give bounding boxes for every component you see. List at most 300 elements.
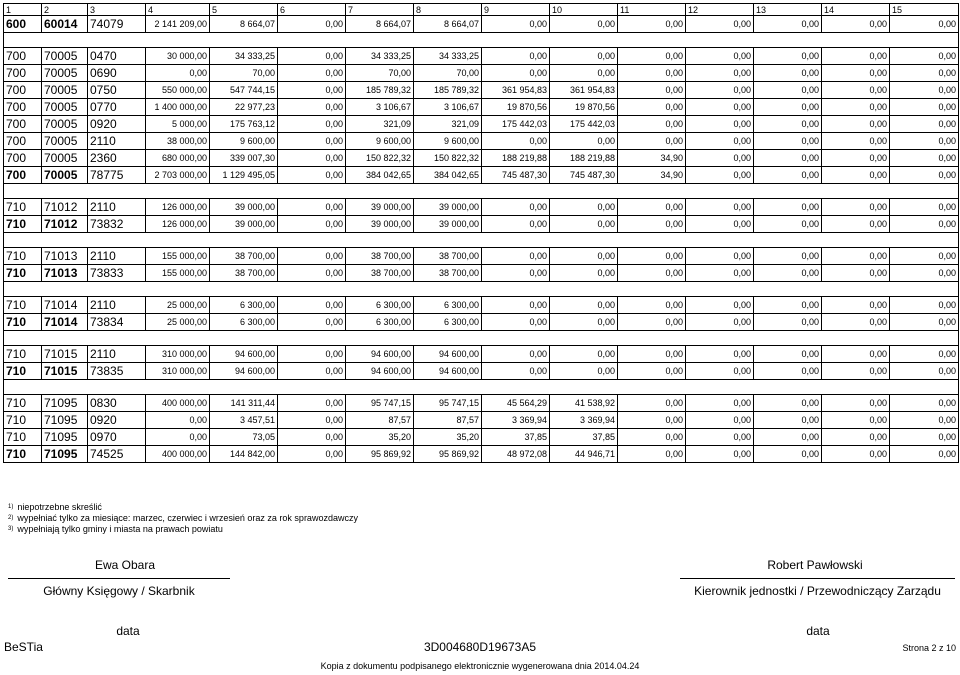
amount-cell: 0,00 xyxy=(686,133,754,150)
amount-cell: 0,00 xyxy=(278,395,346,412)
amount-cell: 0,00 xyxy=(890,248,959,265)
amount-cell: 0,00 xyxy=(550,314,618,331)
amount-cell: 70,00 xyxy=(346,65,414,82)
amount-cell: 87,57 xyxy=(346,412,414,429)
classification-cell: 700 xyxy=(4,82,42,99)
group-separator xyxy=(4,331,959,346)
amount-cell: 0,00 xyxy=(822,412,890,429)
amount-cell: 0,00 xyxy=(618,216,686,233)
amount-cell: 0,00 xyxy=(550,248,618,265)
table-row xyxy=(4,150,959,167)
classification-cell: 710 xyxy=(4,363,42,380)
amount-cell: 0,00 xyxy=(686,395,754,412)
amount-cell: 384 042,65 xyxy=(414,167,482,184)
table-row-total xyxy=(4,16,959,33)
separator-cell xyxy=(4,380,959,395)
amount-cell: 339 007,30 xyxy=(210,150,278,167)
column-number: 9 xyxy=(482,4,550,16)
classification-cell: 74079 xyxy=(88,16,146,33)
classification-cell: 78775 xyxy=(88,167,146,184)
amount-cell: 155 000,00 xyxy=(146,265,210,282)
table-row xyxy=(4,248,959,265)
amount-cell: 38 000,00 xyxy=(146,133,210,150)
amount-cell: 0,00 xyxy=(754,65,822,82)
classification-cell: 0770 xyxy=(88,99,146,116)
amount-cell: 34,90 xyxy=(618,150,686,167)
amount-cell: 185 789,32 xyxy=(346,82,414,99)
amount-cell: 25 000,00 xyxy=(146,297,210,314)
classification-cell: 71014 xyxy=(42,314,88,331)
amount-cell: 0,00 xyxy=(822,314,890,331)
amount-cell: 34 333,25 xyxy=(346,48,414,65)
column-number: 2 xyxy=(42,4,88,16)
amount-cell: 0,00 xyxy=(278,248,346,265)
column-number: 3 xyxy=(88,4,146,16)
amount-cell: 0,00 xyxy=(278,116,346,133)
group-separator xyxy=(4,233,959,248)
amount-cell: 6 300,00 xyxy=(346,297,414,314)
amount-cell: 0,00 xyxy=(754,297,822,314)
left-signatory-name: Ewa Obara xyxy=(94,558,156,572)
amount-cell: 6 300,00 xyxy=(346,314,414,331)
classification-cell: 2360 xyxy=(88,150,146,167)
column-number: 5 xyxy=(210,4,278,16)
amount-cell: 39 000,00 xyxy=(414,216,482,233)
amount-cell: 8 664,07 xyxy=(210,16,278,33)
classification-cell: 71015 xyxy=(42,363,88,380)
amount-cell: 0,00 xyxy=(278,363,346,380)
amount-cell: 94 600,00 xyxy=(346,363,414,380)
amount-cell: 30 000,00 xyxy=(146,48,210,65)
amount-cell: 95 747,15 xyxy=(346,395,414,412)
amount-cell: 6 300,00 xyxy=(210,314,278,331)
amount-cell: 0,00 xyxy=(686,216,754,233)
classification-cell: 73835 xyxy=(88,363,146,380)
amount-cell: 361 954,83 xyxy=(550,82,618,99)
separator-cell xyxy=(4,184,959,199)
classification-cell: 73833 xyxy=(88,265,146,282)
amount-cell: 0,00 xyxy=(146,65,210,82)
classification-cell: 700 xyxy=(4,150,42,167)
amount-cell: 0,00 xyxy=(482,216,550,233)
table-row-total xyxy=(4,363,959,380)
amount-cell: 0,00 xyxy=(890,16,959,33)
amount-cell: 0,00 xyxy=(618,16,686,33)
copy-note: Kopia z dokumentu podpisanego elektronicznie wygenerowana dnia 2014.04.24 xyxy=(320,661,640,671)
amount-cell: 0,00 xyxy=(686,65,754,82)
right-signatory-name: Robert Pawłowski xyxy=(767,558,863,572)
amount-cell: 0,00 xyxy=(754,446,822,463)
right-signature-line xyxy=(680,578,955,579)
classification-cell: 710 xyxy=(4,446,42,463)
amount-cell: 0,00 xyxy=(822,346,890,363)
amount-cell: 150 822,32 xyxy=(346,150,414,167)
classification-cell: 71015 xyxy=(42,346,88,363)
amount-cell: 0,00 xyxy=(754,99,822,116)
amount-cell: 0,00 xyxy=(550,199,618,216)
amount-cell: 94 600,00 xyxy=(210,346,278,363)
amount-cell: 0,00 xyxy=(754,16,822,33)
table-row-total xyxy=(4,446,959,463)
amount-cell: 87,57 xyxy=(414,412,482,429)
amount-cell: 0,00 xyxy=(618,248,686,265)
separator-cell xyxy=(4,33,959,48)
classification-cell: 70005 xyxy=(42,167,88,184)
table-row xyxy=(4,82,959,99)
amount-cell: 0,00 xyxy=(550,133,618,150)
amount-cell: 94 600,00 xyxy=(414,346,482,363)
amount-cell: 0,00 xyxy=(278,16,346,33)
amount-cell: 0,00 xyxy=(482,297,550,314)
amount-cell: 0,00 xyxy=(890,446,959,463)
amount-cell: 0,00 xyxy=(618,265,686,282)
amount-cell: 0,00 xyxy=(686,116,754,133)
amount-cell: 0,00 xyxy=(754,199,822,216)
column-number: 10 xyxy=(550,4,618,16)
amount-cell: 0,00 xyxy=(890,199,959,216)
document-code: 3D004680D19673A5 xyxy=(423,640,537,654)
amount-cell: 310 000,00 xyxy=(146,346,210,363)
amount-cell: 0,00 xyxy=(482,199,550,216)
table-row xyxy=(4,412,959,429)
amount-cell: 1 129 495,05 xyxy=(210,167,278,184)
classification-cell: 700 xyxy=(4,99,42,116)
amount-cell: 0,00 xyxy=(618,65,686,82)
amount-cell: 39 000,00 xyxy=(210,199,278,216)
amount-cell: 0,00 xyxy=(146,429,210,446)
amount-cell: 0,00 xyxy=(686,248,754,265)
classification-cell: 710 xyxy=(4,346,42,363)
amount-cell: 155 000,00 xyxy=(146,248,210,265)
classification-cell: 2110 xyxy=(88,346,146,363)
left-signature-line xyxy=(8,578,230,579)
amount-cell: 6 300,00 xyxy=(414,297,482,314)
amount-cell: 0,00 xyxy=(278,82,346,99)
footnotes xyxy=(8,502,358,535)
table-row xyxy=(4,99,959,116)
classification-cell: 710 xyxy=(4,265,42,282)
amount-cell: 0,00 xyxy=(482,363,550,380)
page-number: Strona 2 z 10 xyxy=(902,643,956,653)
amount-cell: 0,00 xyxy=(686,346,754,363)
amount-cell: 95 869,92 xyxy=(346,446,414,463)
amount-cell: 0,00 xyxy=(822,297,890,314)
classification-cell: 70005 xyxy=(42,65,88,82)
table-row xyxy=(4,429,959,446)
classification-cell: 710 xyxy=(4,314,42,331)
classification-cell: 0920 xyxy=(88,116,146,133)
amount-cell: 0,00 xyxy=(278,216,346,233)
classification-cell: 2110 xyxy=(88,199,146,216)
amount-cell: 0,00 xyxy=(482,65,550,82)
amount-cell: 0,00 xyxy=(890,346,959,363)
amount-cell: 0,00 xyxy=(754,346,822,363)
amount-cell: 0,00 xyxy=(686,314,754,331)
amount-cell: 0,00 xyxy=(278,446,346,463)
amount-cell: 0,00 xyxy=(890,133,959,150)
classification-cell: 2110 xyxy=(88,133,146,150)
amount-cell: 0,00 xyxy=(890,216,959,233)
column-number: 13 xyxy=(754,4,822,16)
amount-cell: 0,00 xyxy=(618,82,686,99)
amount-cell: 39 000,00 xyxy=(346,199,414,216)
amount-cell: 0,00 xyxy=(686,429,754,446)
table-row xyxy=(4,297,959,314)
amount-cell: 0,00 xyxy=(550,65,618,82)
amount-cell: 0,00 xyxy=(822,48,890,65)
amount-cell: 547 744,15 xyxy=(210,82,278,99)
amount-cell: 0,00 xyxy=(618,412,686,429)
amount-cell: 0,00 xyxy=(550,16,618,33)
amount-cell: 70,00 xyxy=(414,65,482,82)
column-number: 4 xyxy=(146,4,210,16)
amount-cell: 0,00 xyxy=(618,133,686,150)
amount-cell: 0,00 xyxy=(754,412,822,429)
amount-cell: 0,00 xyxy=(822,65,890,82)
amount-cell: 0,00 xyxy=(278,99,346,116)
table-row xyxy=(4,65,959,82)
classification-cell: 71013 xyxy=(42,265,88,282)
classification-cell: 71013 xyxy=(42,248,88,265)
classification-cell: 60014 xyxy=(42,16,88,33)
amount-cell: 37,85 xyxy=(550,429,618,446)
amount-cell: 25 000,00 xyxy=(146,314,210,331)
amount-cell: 1 400 000,00 xyxy=(146,99,210,116)
table-row xyxy=(4,346,959,363)
amount-cell: 0,00 xyxy=(686,16,754,33)
amount-cell: 144 842,00 xyxy=(210,446,278,463)
amount-cell: 94 600,00 xyxy=(414,363,482,380)
amount-cell: 0,00 xyxy=(686,297,754,314)
amount-cell: 0,00 xyxy=(278,346,346,363)
classification-cell: 710 xyxy=(4,412,42,429)
amount-cell: 95 747,15 xyxy=(414,395,482,412)
column-number: 11 xyxy=(618,4,686,16)
amount-cell: 0,00 xyxy=(754,216,822,233)
amount-cell: 361 954,83 xyxy=(482,82,550,99)
classification-cell: 710 xyxy=(4,395,42,412)
amount-cell: 0,00 xyxy=(686,199,754,216)
amount-cell: 0,00 xyxy=(278,429,346,446)
amount-cell: 0,00 xyxy=(550,48,618,65)
amount-cell: 680 000,00 xyxy=(146,150,210,167)
classification-cell: 700 xyxy=(4,133,42,150)
amount-cell: 0,00 xyxy=(890,429,959,446)
amount-cell: 126 000,00 xyxy=(146,216,210,233)
amount-cell: 0,00 xyxy=(278,412,346,429)
amount-cell: 400 000,00 xyxy=(146,395,210,412)
classification-cell: 70005 xyxy=(42,150,88,167)
classification-cell: 710 xyxy=(4,429,42,446)
amount-cell: 0,00 xyxy=(890,265,959,282)
amount-cell: 19 870,56 xyxy=(550,99,618,116)
amount-cell: 0,00 xyxy=(754,395,822,412)
amount-cell: 0,00 xyxy=(890,363,959,380)
amount-cell: 39 000,00 xyxy=(346,216,414,233)
amount-cell: 0,00 xyxy=(754,133,822,150)
classification-cell: 700 xyxy=(4,167,42,184)
amount-cell: 19 870,56 xyxy=(482,99,550,116)
amount-cell: 0,00 xyxy=(278,133,346,150)
table-row-total xyxy=(4,265,959,282)
amount-cell: 73,05 xyxy=(210,429,278,446)
amount-cell: 0,00 xyxy=(686,150,754,167)
column-number: 6 xyxy=(278,4,346,16)
amount-cell: 35,20 xyxy=(346,429,414,446)
classification-cell: 0470 xyxy=(88,48,146,65)
amount-cell: 0,00 xyxy=(822,16,890,33)
amount-cell: 0,00 xyxy=(618,99,686,116)
amount-cell: 0,00 xyxy=(822,363,890,380)
classification-cell: 700 xyxy=(4,48,42,65)
amount-cell: 0,00 xyxy=(482,16,550,33)
amount-cell: 34 333,25 xyxy=(414,48,482,65)
classification-cell: 73832 xyxy=(88,216,146,233)
group-separator xyxy=(4,33,959,48)
classification-cell: 2110 xyxy=(88,297,146,314)
amount-cell: 0,00 xyxy=(482,248,550,265)
amount-cell: 0,00 xyxy=(890,314,959,331)
amount-cell: 321,09 xyxy=(346,116,414,133)
amount-cell: 0,00 xyxy=(754,150,822,167)
amount-cell: 0,00 xyxy=(890,297,959,314)
classification-cell: 0750 xyxy=(88,82,146,99)
classification-cell: 600 xyxy=(4,16,42,33)
amount-cell: 3 106,67 xyxy=(414,99,482,116)
classification-cell: 70005 xyxy=(42,48,88,65)
amount-cell: 150 822,32 xyxy=(414,150,482,167)
amount-cell: 39 000,00 xyxy=(414,199,482,216)
amount-cell: 38 700,00 xyxy=(414,248,482,265)
amount-cell: 35,20 xyxy=(414,429,482,446)
group-separator xyxy=(4,282,959,297)
classification-cell: 70005 xyxy=(42,82,88,99)
amount-cell: 0,00 xyxy=(618,116,686,133)
amount-cell: 0,00 xyxy=(822,116,890,133)
amount-cell: 0,00 xyxy=(618,395,686,412)
amount-cell: 0,00 xyxy=(278,297,346,314)
amount-cell: 0,00 xyxy=(822,216,890,233)
amount-cell: 0,00 xyxy=(618,48,686,65)
classification-cell: 700 xyxy=(4,65,42,82)
classification-cell: 0920 xyxy=(88,412,146,429)
amount-cell: 45 564,29 xyxy=(482,395,550,412)
classification-cell: 71012 xyxy=(42,216,88,233)
app-name: BeSTia xyxy=(4,640,43,654)
amount-cell: 175 442,03 xyxy=(550,116,618,133)
table-row-total xyxy=(4,216,959,233)
amount-cell: 0,00 xyxy=(754,363,822,380)
amount-cell: 0,00 xyxy=(482,265,550,282)
amount-cell: 38 700,00 xyxy=(210,248,278,265)
amount-cell: 0,00 xyxy=(890,150,959,167)
amount-cell: 0,00 xyxy=(754,248,822,265)
classification-cell: 710 xyxy=(4,216,42,233)
table-row-total xyxy=(4,314,959,331)
amount-cell: 0,00 xyxy=(618,446,686,463)
amount-cell: 94 600,00 xyxy=(210,363,278,380)
amount-cell: 384 042,65 xyxy=(346,167,414,184)
column-number: 15 xyxy=(890,4,959,16)
amount-cell: 38 700,00 xyxy=(210,265,278,282)
amount-cell: 48 972,08 xyxy=(482,446,550,463)
amount-cell: 38 700,00 xyxy=(346,248,414,265)
classification-cell: 71095 xyxy=(42,429,88,446)
column-number: 7 xyxy=(346,4,414,16)
table-body xyxy=(4,4,959,463)
amount-cell: 0,00 xyxy=(822,167,890,184)
amount-cell: 0,00 xyxy=(822,150,890,167)
amount-cell: 6 300,00 xyxy=(414,314,482,331)
amount-cell: 0,00 xyxy=(278,314,346,331)
amount-cell: 175 763,12 xyxy=(210,116,278,133)
amount-cell: 0,00 xyxy=(618,314,686,331)
amount-cell: 0,00 xyxy=(278,65,346,82)
amount-cell: 22 977,23 xyxy=(210,99,278,116)
amount-cell: 0,00 xyxy=(618,346,686,363)
amount-cell: 8 664,07 xyxy=(346,16,414,33)
column-number: 14 xyxy=(822,4,890,16)
amount-cell: 0,00 xyxy=(550,346,618,363)
amount-cell: 0,00 xyxy=(822,199,890,216)
amount-cell: 37,85 xyxy=(482,429,550,446)
amount-cell: 3 106,67 xyxy=(346,99,414,116)
classification-cell: 0690 xyxy=(88,65,146,82)
amount-cell: 34,90 xyxy=(618,167,686,184)
amount-cell: 0,00 xyxy=(686,48,754,65)
amount-cell: 0,00 xyxy=(278,265,346,282)
amount-cell: 550 000,00 xyxy=(146,82,210,99)
classification-cell: 71012 xyxy=(42,199,88,216)
amount-cell: 188 219,88 xyxy=(482,150,550,167)
amount-cell: 95 869,92 xyxy=(414,446,482,463)
amount-cell: 0,00 xyxy=(754,82,822,99)
classification-cell: 710 xyxy=(4,248,42,265)
amount-cell: 0,00 xyxy=(482,314,550,331)
amount-cell: 141 311,44 xyxy=(210,395,278,412)
amount-cell: 0,00 xyxy=(618,429,686,446)
group-separator xyxy=(4,380,959,395)
amount-cell: 0,00 xyxy=(550,265,618,282)
amount-cell: 3 457,51 xyxy=(210,412,278,429)
budget-table xyxy=(3,3,959,463)
amount-cell: 0,00 xyxy=(890,65,959,82)
classification-cell: 74525 xyxy=(88,446,146,463)
table-row xyxy=(4,395,959,412)
amount-cell: 0,00 xyxy=(278,150,346,167)
classification-cell: 710 xyxy=(4,199,42,216)
amount-cell: 0,00 xyxy=(278,48,346,65)
classification-cell: 71095 xyxy=(42,446,88,463)
amount-cell: 745 487,30 xyxy=(550,167,618,184)
amount-cell: 0,00 xyxy=(482,133,550,150)
amount-cell: 0,00 xyxy=(822,248,890,265)
amount-cell: 0,00 xyxy=(686,446,754,463)
classification-cell: 70005 xyxy=(42,116,88,133)
classification-cell: 70005 xyxy=(42,99,88,116)
amount-cell: 745 487,30 xyxy=(482,167,550,184)
amount-cell: 0,00 xyxy=(754,265,822,282)
amount-cell: 0,00 xyxy=(754,48,822,65)
amount-cell: 38 700,00 xyxy=(346,265,414,282)
column-number: 1 xyxy=(4,4,42,16)
amount-cell: 0,00 xyxy=(686,99,754,116)
amount-cell: 0,00 xyxy=(890,395,959,412)
amount-cell: 0,00 xyxy=(686,363,754,380)
classification-cell: 0970 xyxy=(88,429,146,446)
table-row-total xyxy=(4,167,959,184)
amount-cell: 0,00 xyxy=(550,216,618,233)
